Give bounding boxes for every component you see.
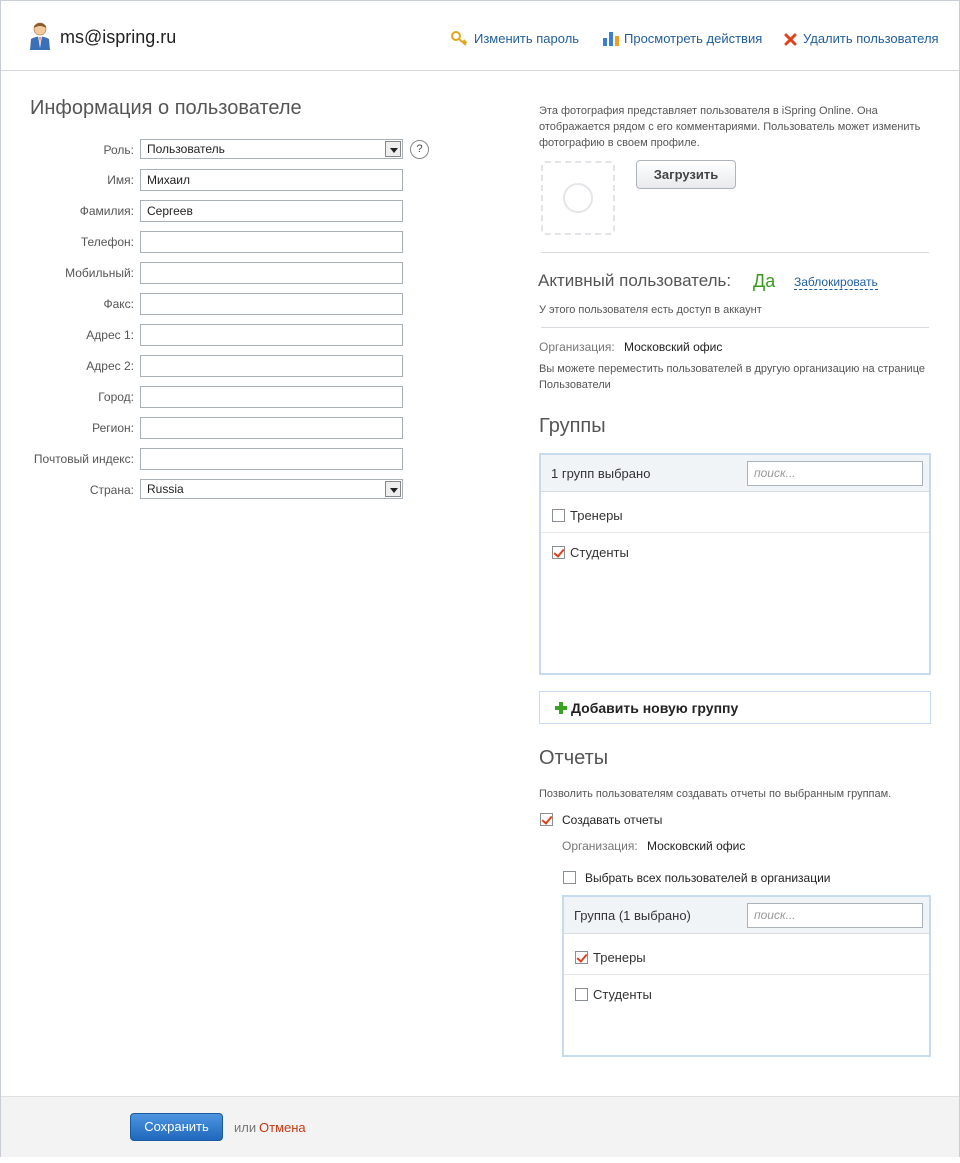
reports-panel-title: Группа (1 выбрано): [574, 908, 691, 923]
active-user-value: Да: [753, 271, 776, 291]
reports-description: Позволить пользователям создавать отчеты по выбранным группам.: [539, 788, 892, 800]
role-select[interactable]: [140, 139, 403, 159]
field-label: Телефон:: [80, 235, 134, 249]
report-group-row[interactable]: [564, 938, 929, 975]
or-text: или: [234, 1120, 257, 1135]
group-row[interactable]: [541, 533, 929, 570]
divider: [541, 252, 929, 253]
dropdown-arrow-icon[interactable]: [385, 141, 401, 157]
reports-org-value: Московский офис: [647, 839, 746, 853]
select-all-checkbox[interactable]: [563, 871, 576, 884]
groups-selected-count: 1 групп выбрано: [551, 466, 651, 481]
group-row[interactable]: [541, 496, 929, 533]
text-field[interactable]: [140, 324, 403, 346]
report-group-row[interactable]: [564, 975, 929, 1012]
reports-groups-panel: [562, 895, 931, 1057]
user-silhouette-icon: [563, 183, 593, 213]
save-button[interactable]: Сохранить: [130, 1113, 223, 1141]
text-field[interactable]: [140, 262, 403, 284]
field-label: Факс:: [103, 297, 134, 311]
field-label: Почтовый индекс:: [33, 452, 134, 466]
report-group-checkbox[interactable]: [575, 951, 588, 964]
user-email: ms@ispring.ru: [60, 27, 177, 47]
change-password-link[interactable]: Изменить пароль: [451, 31, 579, 46]
page-frame: ms@ispring.ru Изменить пароль Просмотреть действия Удалить пользователя Информация о пользователе Роль: Пользователь Имя: Михаил Фамилия: Сергеев Телефон: Мобильный: Факс: Адрес 1: Адрес 2: Город: Регион: Почтовый индекс: Страна: Russia ? Эта фотография представляет пользователя в iSpring Online. Она отображается рядом с его комментариями. Пользователь может изменить фотографию в своем профиле. Загрузить Активный пользователь: Да Заблокировать У этого пользователя есть доступ в аккаунт Организация: Московский офис Вы можете переместить пользователей в другую организацию на странице Пользователи Группы 1 групп выбрано поиск... Тренеры Студенты Добавить новую группу Отчеты Позволить пользователям создавать отчеты по выбранным группам. Создавать отчеты Организация: Московский офис Выбрать всех пользователей в организации Группа (1 выбрано) поиск... Тренеры Студенты Сохранить или Отмена: [0, 0, 960, 1157]
create-reports-checkbox[interactable]: [540, 813, 553, 826]
active-user-label: Активный пользователь:: [538, 271, 732, 290]
report-group-label: Студенты: [593, 987, 652, 1002]
field-label: Роль:: [103, 143, 134, 157]
groups-title: Группы: [539, 415, 606, 437]
select-value: Пользователь: [147, 142, 225, 156]
text-field[interactable]: [140, 231, 403, 253]
text-field[interactable]: [140, 448, 403, 470]
delete-x-icon: [784, 33, 797, 46]
organization-value: Московский офис: [624, 340, 723, 354]
field-label: Фамилия:: [79, 204, 134, 218]
group-label: Тренеры: [570, 508, 623, 523]
country-select[interactable]: [140, 479, 403, 499]
photo-placeholder: [541, 161, 615, 235]
bar-chart-icon: [603, 32, 620, 46]
block-user-link[interactable]: Заблокировать: [794, 275, 878, 289]
upload-photo-button[interactable]: Загрузить: [636, 160, 736, 189]
field-label: Страна:: [89, 483, 134, 497]
form-footer: [1, 1096, 959, 1157]
text-field[interactable]: [140, 293, 403, 315]
text-field[interactable]: [140, 417, 403, 439]
field-label: Адрес 1:: [86, 328, 134, 342]
access-note: У этого пользователя есть доступ в аккаунт: [539, 304, 762, 316]
groups-search-input[interactable]: поиск...: [747, 461, 923, 486]
photo-description: Эта фотография представляет пользователя в iSpring Online. Она отображается рядом с его комментариями. Пользователь может изменить фотографию в своем профиле.: [539, 105, 921, 149]
text-field[interactable]: Михаил: [140, 169, 403, 191]
plus-icon: [555, 702, 567, 714]
report-group-label: Тренеры: [593, 950, 646, 965]
field-label: Город:: [98, 390, 134, 404]
user-info-title: Информация о пользователе: [30, 97, 302, 119]
reports-title: Отчеты: [539, 747, 609, 769]
select-value: Russia: [147, 482, 184, 496]
divider: [541, 327, 929, 328]
text-field[interactable]: [140, 355, 403, 377]
text-field[interactable]: Сергеев: [140, 200, 403, 222]
role-help-icon[interactable]: ?: [410, 140, 429, 159]
group-checkbox[interactable]: [552, 509, 565, 522]
organization-note: Вы можете переместить пользователей в другую организацию на странице Пользователи: [539, 363, 925, 391]
text-field[interactable]: [140, 386, 403, 408]
report-group-checkbox[interactable]: [575, 988, 588, 1001]
reports-search-input[interactable]: поиск...: [747, 903, 923, 928]
delete-user-link[interactable]: Удалить пользователя: [784, 31, 939, 46]
group-label: Студенты: [570, 545, 629, 560]
organization-label: Организация:: [539, 340, 615, 354]
reports-org-label: Организация:: [562, 839, 638, 853]
groups-panel: [539, 453, 931, 675]
view-actions-link[interactable]: Просмотреть действия: [603, 31, 762, 46]
cancel-link[interactable]: Отмена: [259, 1120, 306, 1135]
page-header: [1, 1, 959, 71]
key-icon: [451, 31, 468, 46]
groups-panel-header: [541, 455, 929, 492]
field-label: Адрес 2:: [86, 359, 134, 373]
field-label: Регион:: [92, 421, 134, 435]
reports-panel-header: [564, 897, 929, 934]
dropdown-arrow-icon[interactable]: [385, 481, 401, 497]
user-avatar-icon: [27, 21, 53, 51]
field-label: Мобильный:: [65, 266, 134, 280]
add-group-button[interactable]: Добавить новую группу: [539, 691, 931, 724]
group-checkbox[interactable]: [552, 546, 565, 559]
field-label: Имя:: [107, 173, 134, 187]
